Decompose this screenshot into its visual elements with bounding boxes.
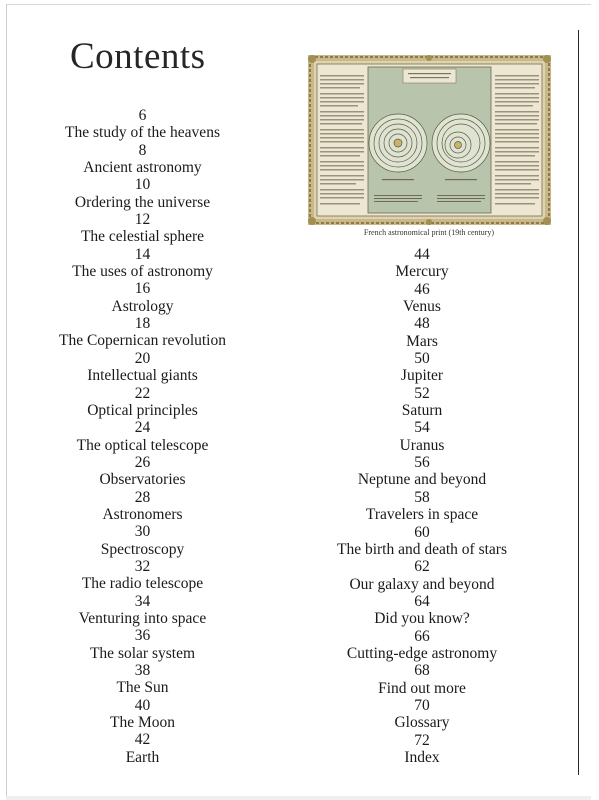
page-number: 52	[414, 384, 430, 402]
entry-title: Ordering the universe	[74, 193, 211, 211]
contents-entry	[322, 524, 522, 559]
page-number: 24	[134, 419, 151, 437]
page-number: 36	[134, 627, 151, 645]
entry-title: Optical principles	[87, 401, 198, 419]
contents-entry	[322, 350, 522, 385]
page-number: 54	[414, 419, 430, 437]
print-caption: French astronomical print (19th century)	[363, 228, 495, 237]
entry-title: Intellectual giants	[87, 367, 198, 385]
contents-entry	[40, 662, 245, 697]
entry-title: The uses of astronomy	[72, 263, 213, 281]
contents-entry	[40, 627, 245, 662]
entry-title: Mars	[406, 332, 438, 350]
contents-entry	[322, 281, 522, 316]
contents-entry	[322, 697, 522, 732]
entry-title: The optical telescope	[76, 436, 209, 454]
page-number: 14	[134, 245, 151, 263]
contents-entry	[322, 593, 522, 628]
contents-entry	[40, 523, 245, 558]
contents-entry	[40, 176, 245, 211]
entry-title: Saturn	[401, 402, 443, 420]
entry-title: The birth and death of stars	[336, 540, 507, 558]
page-number: 56	[414, 454, 430, 472]
page-number: 62	[414, 558, 430, 576]
contents-column-right	[322, 246, 522, 766]
page-number: 70	[414, 696, 430, 714]
contents-entry	[322, 662, 522, 697]
contents-entry	[322, 419, 522, 454]
entry-title: The celestial sphere	[80, 228, 205, 246]
entry-title: The study of the heavens	[65, 124, 220, 142]
entry-title: Our galaxy and beyond	[349, 575, 495, 593]
contents-entry	[40, 107, 245, 142]
contents-column-left	[40, 107, 245, 766]
page-number: 26	[134, 453, 151, 471]
entry-title: Neptune and beyond	[357, 471, 487, 489]
contents-entry	[40, 315, 245, 350]
entry-title: Jupiter	[400, 367, 444, 385]
page-number: 42	[134, 731, 151, 749]
entry-title: Venturing into space	[78, 609, 207, 627]
contents-entry	[40, 489, 245, 524]
page-number: 38	[134, 662, 151, 679]
entry-title: Astronomers	[102, 505, 183, 523]
contents-entry	[40, 350, 245, 385]
contents-entry	[40, 593, 245, 628]
page-number: 40	[134, 696, 151, 714]
contents-entry	[40, 454, 245, 489]
entry-title: Observatories	[99, 471, 186, 489]
page-number: 34	[134, 592, 151, 610]
contents-entry	[322, 489, 522, 524]
entry-title: Mercury	[395, 263, 449, 281]
page-edge	[578, 30, 579, 775]
page-number: 22	[134, 384, 151, 402]
entry-title: The solar system	[89, 644, 196, 662]
entry-title: The Moon	[109, 714, 175, 732]
contents-entry	[40, 419, 245, 454]
contents-entry	[40, 211, 245, 246]
page-number: 58	[414, 488, 430, 506]
contents-entry	[322, 315, 522, 350]
entry-title: Cutting-edge astronomy	[346, 644, 498, 662]
contents-entry	[40, 558, 245, 593]
entry-title: Did you know?	[374, 610, 470, 628]
page-number: 64	[414, 592, 430, 610]
page-number: 6	[138, 107, 147, 124]
contents-entry	[40, 246, 245, 281]
page-number: 16	[134, 280, 151, 298]
page-number: 68	[414, 662, 430, 680]
contents-entry	[322, 454, 522, 489]
entry-title: Glossary	[394, 714, 450, 732]
entry-title: Earth	[125, 748, 160, 766]
entry-title: Ancient astronomy	[83, 159, 202, 177]
entry-title: Find out more	[378, 679, 466, 697]
contents-entry	[40, 385, 245, 420]
page-number: 48	[414, 315, 430, 333]
entry-title: The radio telescope	[81, 575, 204, 593]
entry-title: Spectroscopy	[100, 540, 185, 558]
contents-entry	[40, 731, 245, 766]
page-number: 66	[414, 627, 430, 645]
page-number: 8	[138, 141, 147, 159]
page-number: 28	[134, 488, 151, 506]
page-number: 50	[414, 350, 430, 368]
entry-title: Travelers in space	[365, 506, 479, 524]
entry-title: Uranus	[399, 436, 445, 454]
entry-title: Index	[404, 748, 440, 766]
page-bottom-edge	[6, 796, 591, 800]
contents-entry	[322, 246, 522, 281]
contents-entry	[322, 385, 522, 420]
entry-title: The Sun	[116, 679, 169, 697]
page-number: 10	[134, 176, 151, 194]
page-number: 30	[134, 523, 151, 541]
page-number: 60	[414, 523, 430, 541]
entry-title: The Copernican revolution	[58, 332, 226, 350]
page-number: 32	[134, 557, 151, 575]
astronomical-print-image	[308, 55, 551, 225]
page-number: 12	[134, 211, 151, 229]
page-number: 44	[414, 246, 430, 263]
entry-title: Astrology	[111, 297, 174, 315]
contents-entry	[322, 558, 522, 593]
page-number: 72	[414, 731, 430, 749]
entry-title: Venus	[403, 298, 441, 316]
page-number: 20	[134, 349, 151, 367]
page-title: Contents	[70, 36, 206, 77]
contents-entry	[40, 697, 245, 732]
contents-entry	[322, 628, 522, 663]
contents-entry	[40, 142, 245, 177]
page-number: 18	[134, 315, 151, 333]
contents-entry	[40, 280, 245, 315]
contents-entry	[322, 732, 522, 767]
page-number: 46	[414, 280, 430, 298]
